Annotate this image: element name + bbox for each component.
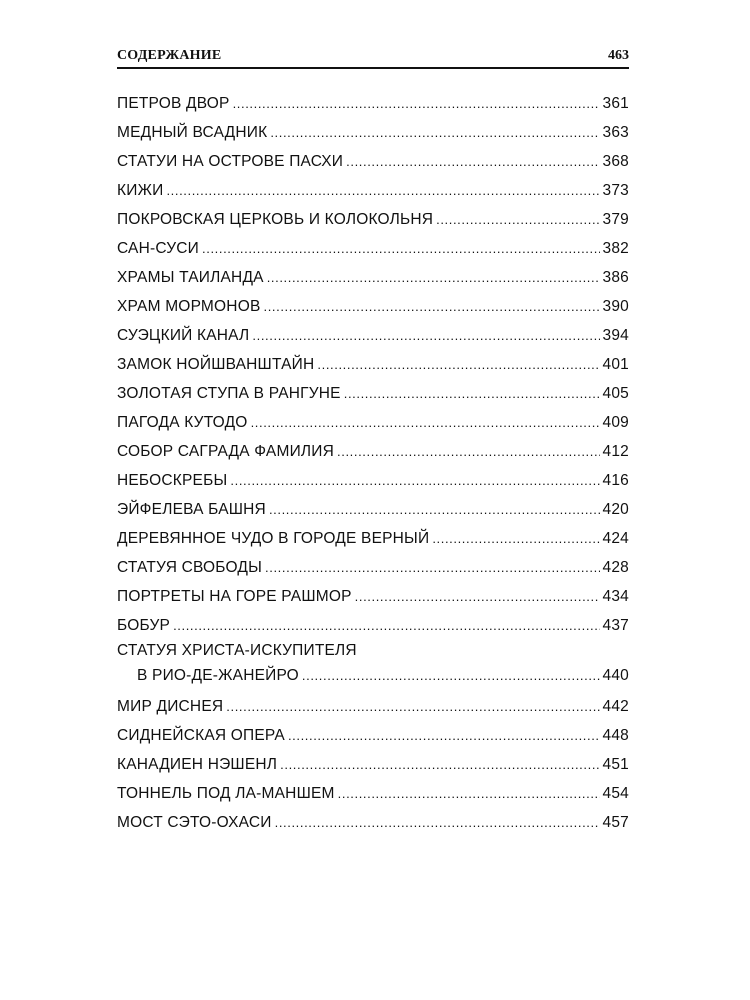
toc-entry[interactable] xyxy=(117,721,629,750)
table-of-contents xyxy=(117,89,629,837)
header-rule xyxy=(117,67,629,69)
toc-entry-title: ПОКРОВСКАЯ ЦЕРКОВЬ И КОЛОКОЛЬНЯ xyxy=(117,211,434,228)
dot-leader xyxy=(270,118,599,147)
toc-entry-title: НЕБОСКРЕБЫ xyxy=(117,472,228,489)
toc-entry[interactable] xyxy=(117,640,629,692)
toc-entry[interactable] xyxy=(117,321,629,350)
toc-entry-page: 457 xyxy=(602,814,629,831)
toc-entry-page: 440 xyxy=(602,667,629,684)
toc-entry-title: МЕДНЫЙ ВСАДНИК xyxy=(117,124,268,141)
toc-entry-title: ДЕРЕВЯННОЕ ЧУДО В ГОРОДЕ ВЕРНЫЙ xyxy=(117,530,430,547)
toc-entry-title: ТОННЕЛЬ ПОД ЛА-МАНШЕМ xyxy=(117,785,335,802)
toc-entry-title: КИЖИ xyxy=(117,182,164,199)
dot-leader xyxy=(265,553,599,582)
toc-entry-page: 382 xyxy=(602,240,629,257)
toc-entry-page: 437 xyxy=(602,617,629,634)
toc-entry-title: МИР ДИСНЕЯ xyxy=(117,698,224,715)
dot-leader xyxy=(346,147,599,176)
toc-entry-title: ПОРТРЕТЫ НА ГОРЕ РАШМОР xyxy=(117,588,352,605)
dot-leader xyxy=(280,750,599,779)
toc-entry-title: СТАТУИ НА ОСТРОВЕ ПАСХИ xyxy=(117,153,344,170)
toc-entry[interactable] xyxy=(117,808,629,837)
toc-entry-title: КАНАДИЕН НЭШЕНЛ xyxy=(117,756,278,773)
dot-leader xyxy=(288,721,600,750)
dot-leader xyxy=(355,582,600,611)
toc-entry-title: СУЭЦКИЙ КАНАЛ xyxy=(117,327,250,344)
dot-leader xyxy=(275,808,600,837)
toc-entry[interactable] xyxy=(117,466,629,495)
toc-entry[interactable] xyxy=(117,553,629,582)
dot-leader xyxy=(267,263,600,292)
dot-leader xyxy=(337,437,600,466)
toc-entry-title: САН-СУСИ xyxy=(117,240,200,257)
toc-entry-title: ПАГОДА КУТОДО xyxy=(117,414,248,431)
dot-leader xyxy=(436,205,599,234)
toc-entry-title: СТАТУЯ СВОБОДЫ xyxy=(117,559,263,576)
toc-entry[interactable] xyxy=(117,379,629,408)
dot-leader xyxy=(302,662,600,690)
running-header-title: СОДЕРЖАНИЕ xyxy=(117,48,222,63)
toc-entry[interactable] xyxy=(117,118,629,147)
toc-entry[interactable] xyxy=(117,437,629,466)
dot-leader xyxy=(173,611,599,640)
toc-entry[interactable] xyxy=(117,582,629,611)
dot-leader xyxy=(166,176,599,205)
toc-entry-title: ЗАМОК НОЙШВАНШТАЙН xyxy=(117,356,315,373)
toc-entry[interactable] xyxy=(117,147,629,176)
toc-entry-title: ХРАМ МОРМОНОВ xyxy=(117,298,261,315)
dot-leader xyxy=(264,292,600,321)
toc-entry-page: 394 xyxy=(602,327,629,344)
toc-entry[interactable] xyxy=(117,176,629,205)
toc-entry-title-line2: В РИО-ДЕ-ЖАНЕЙРО xyxy=(137,667,299,684)
dot-leader xyxy=(252,321,599,350)
toc-entry-page: 361 xyxy=(602,95,629,112)
toc-entry-title: МОСТ СЭТО-ОХАСИ xyxy=(117,814,272,831)
toc-entry-page: 390 xyxy=(602,298,629,315)
toc-entry-page: 401 xyxy=(602,356,629,373)
toc-entry-page: 428 xyxy=(602,559,629,576)
toc-entry[interactable] xyxy=(117,524,629,553)
toc-entry-page: 451 xyxy=(602,756,629,773)
toc-entry[interactable] xyxy=(117,408,629,437)
toc-entry[interactable] xyxy=(117,495,629,524)
toc-entry-title: ХРАМЫ ТАИЛАНДА xyxy=(117,269,264,286)
toc-entry-page: 386 xyxy=(602,269,629,286)
toc-entry-title: СОБОР САГРАДА ФАМИЛИЯ xyxy=(117,443,335,460)
dot-leader xyxy=(226,692,599,721)
toc-entry-page: 448 xyxy=(602,727,629,744)
toc-entry[interactable] xyxy=(117,205,629,234)
toc-entry-page: 363 xyxy=(602,124,629,141)
toc-entry-page: 416 xyxy=(602,472,629,489)
toc-entry[interactable] xyxy=(117,292,629,321)
page-number: 463 xyxy=(608,48,629,63)
dot-leader xyxy=(269,495,600,524)
toc-entry-page: 373 xyxy=(602,182,629,199)
dot-leader xyxy=(233,89,600,118)
toc-entry-page: 424 xyxy=(602,530,629,547)
toc-entry-page: 442 xyxy=(602,698,629,715)
toc-entry-page: 368 xyxy=(602,153,629,170)
toc-entry[interactable] xyxy=(117,263,629,292)
toc-entry-title: СИДНЕЙСКАЯ ОПЕРА xyxy=(117,727,285,744)
toc-entry[interactable] xyxy=(117,692,629,721)
toc-entry[interactable] xyxy=(117,611,629,640)
toc-entry[interactable] xyxy=(117,89,629,118)
toc-entry[interactable] xyxy=(117,779,629,808)
toc-entry-title: ЭЙФЕЛЕВА БАШНЯ xyxy=(117,501,266,518)
toc-entry[interactable] xyxy=(117,750,629,779)
dot-leader xyxy=(432,524,599,553)
toc-entry-page: 434 xyxy=(602,588,629,605)
toc-entry-page: 379 xyxy=(602,211,629,228)
toc-entry-title: ЗОЛОТАЯ СТУПА В РАНГУНЕ xyxy=(117,385,341,402)
dot-leader xyxy=(230,466,599,495)
toc-entry-page: 454 xyxy=(602,785,629,802)
toc-entry-continuation xyxy=(117,662,629,690)
toc-entry-title: ПЕТРОВ ДВОР xyxy=(117,95,230,112)
toc-entry[interactable] xyxy=(117,350,629,379)
running-header xyxy=(117,46,629,66)
toc-entry-page: 412 xyxy=(602,443,629,460)
dot-leader xyxy=(344,379,600,408)
toc-entry-page: 409 xyxy=(602,414,629,431)
dot-leader xyxy=(317,350,599,379)
toc-entry[interactable] xyxy=(117,234,629,263)
dot-leader xyxy=(202,234,600,263)
toc-entry-page: 405 xyxy=(602,385,629,402)
toc-entry-title: БОБУР xyxy=(117,617,171,634)
toc-entry-page: 420 xyxy=(602,501,629,518)
toc-entry-title: СТАТУЯ ХРИСТА-ИСКУПИТЕЛЯ xyxy=(117,642,357,659)
dot-leader xyxy=(338,779,600,808)
dot-leader xyxy=(251,408,600,437)
